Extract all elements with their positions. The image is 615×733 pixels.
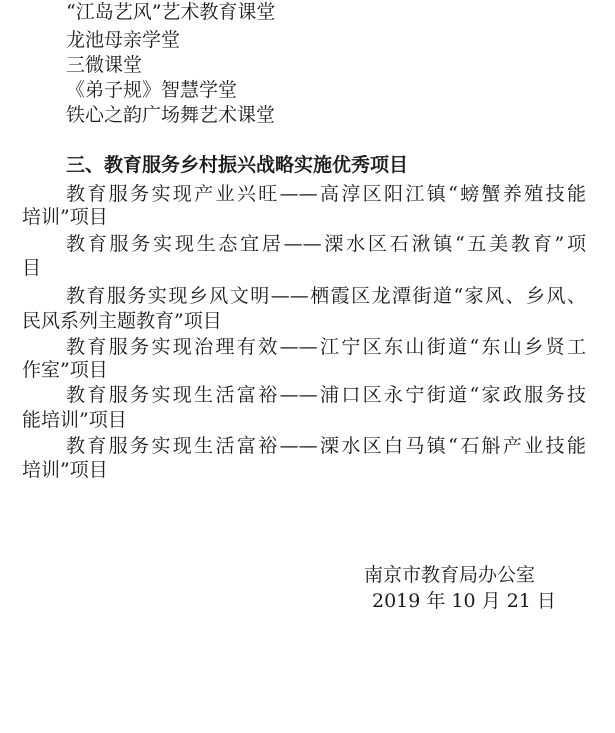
signature-date: 2019 年 10 月 21 日: [372, 590, 556, 612]
list-item: 《弟子规》智慧学堂: [66, 79, 238, 101]
project-line: 培训”项目: [22, 206, 108, 228]
project-line: 能培训”项目: [22, 409, 127, 431]
project-line: 作室”项目: [22, 359, 108, 381]
project-line: 民风系列主题教育”项目: [22, 310, 222, 332]
project-line: 教育服务实现生活富裕——浦口区永宁街道“家政服务技: [66, 384, 586, 406]
project-line: 目: [22, 257, 42, 279]
project-line: 教育服务实现生态宜居——溧水区石湫镇“五美教育”项: [66, 233, 586, 255]
list-item: “江岛艺风”艺术教育课堂: [66, 1, 276, 23]
list-item: 龙池母亲学堂: [66, 29, 181, 51]
project-line: 培训”项目: [22, 459, 108, 481]
project-line: 教育服务实现治理有效——江宁区东山街道“东山乡贤工: [66, 336, 586, 358]
section-heading: 三、教育服务乡村振兴战略实施优秀项目: [66, 154, 409, 176]
project-line: 教育服务实现生活富裕——溧水区白马镇“石斛产业技能: [66, 435, 586, 457]
project-line: 教育服务实现乡风文明——栖霞区龙潭街道“家风、乡风、: [66, 285, 586, 307]
list-item: 铁心之韵广场舞艺术课堂: [66, 104, 276, 126]
project-line: 教育服务实现产业兴旺——高淳区阳江镇“螃蟹养殖技能: [66, 183, 586, 205]
signature-org: 南京市教育局办公室: [364, 564, 536, 586]
list-item: 三微课堂: [66, 54, 143, 76]
